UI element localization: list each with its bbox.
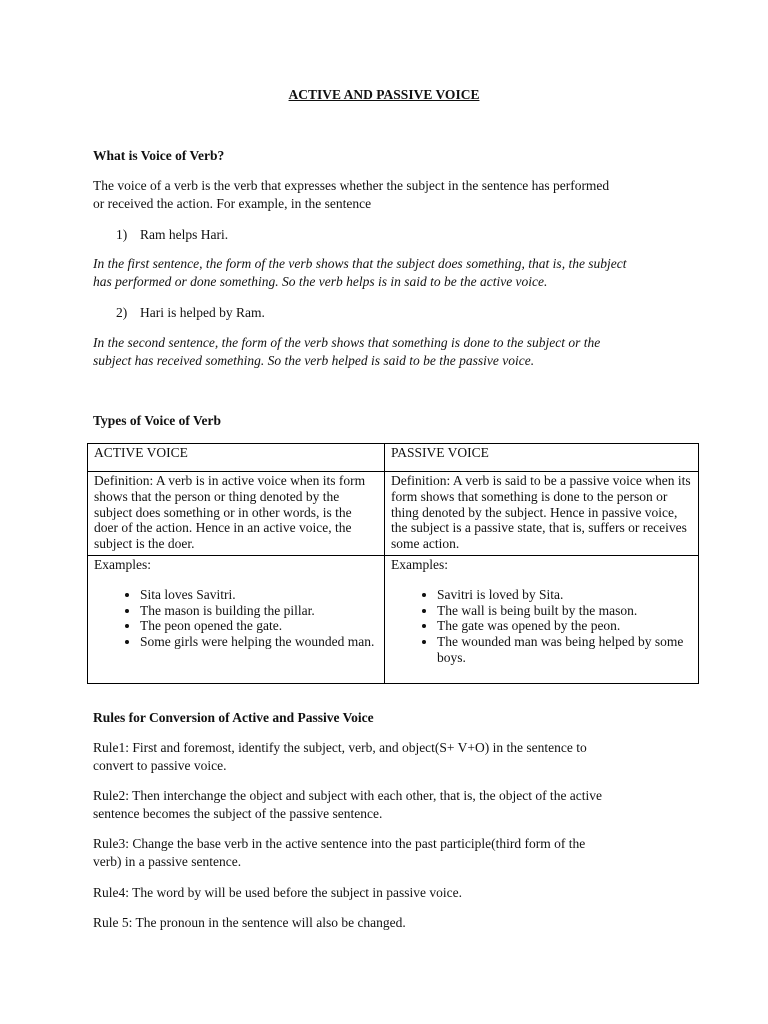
table-row [88, 555, 699, 683]
rule-line: convert to passive voice. [93, 758, 227, 773]
active-examples-list [94, 587, 378, 650]
example-item-2 [116, 304, 706, 322]
list-item: • The wounded man was being helped by some boys. [437, 634, 692, 666]
explanation-line: In the first sentence, the form of the verb shows that the subject does something, that is, the subject [93, 256, 627, 271]
list-item: • The peon opened the gate. [140, 618, 378, 634]
explanation-line: In the second sentence, the form of the verb shows that something is done to the subject or the [93, 335, 601, 350]
rule-5: Rule 5: The pronoun in the sentence will also be changed. [93, 915, 406, 930]
rule-1 [93, 739, 683, 775]
rule-line: sentence becomes the subject of the passive sentence. [93, 806, 383, 821]
table-header-active: ACTIVE VOICE [88, 444, 385, 472]
list-item: • Some girls were helping the wounded man. [140, 634, 378, 650]
example-text: Ram helps Hari. [140, 227, 229, 242]
voice-types-table [87, 443, 699, 684]
rule-line: Rule3: Change the base verb in the active sentence into the past participle(third form of the [93, 836, 586, 851]
example-text: Hari is helped by Ram. [140, 305, 265, 320]
example-item-1 [116, 226, 706, 244]
section-heading-voice: What is Voice of Verb? [93, 148, 225, 163]
explanation-paragraph-1 [93, 255, 683, 291]
intro-line: or received the action. For example, in the sentence [93, 196, 372, 211]
passive-definition: Definition: A verb is said to be a passive voice when its form shows that something is done to the person or thing denoted by the subject. Hence in passive voice, the subject is a passive state, that is, suffers or receives some action. [385, 472, 699, 556]
intro-line: The voice of a verb is the verb that expresses whether the subject in the sentence has performed [93, 178, 610, 193]
examples-label: Examples: [391, 556, 448, 572]
section-heading-rules: Rules for Conversion of Active and Passive Voice [93, 710, 374, 725]
table-header-passive: PASSIVE VOICE [385, 444, 699, 472]
active-definition: Definition: A verb is in active voice when its form shows that the person or thing denoted by the subject does something or in other words, is the doer of the action. Hence in an active voice, the subject is the doer. [88, 472, 385, 556]
table-row [88, 444, 699, 472]
list-item: • Sita loves Savitri. [140, 587, 378, 603]
intro-paragraph [93, 177, 683, 213]
example-number: 1) [116, 227, 128, 242]
list-item: • The mason is building the pillar. [140, 603, 378, 619]
rule-line: verb) in a passive sentence. [93, 854, 242, 869]
example-number: 2) [116, 305, 128, 320]
list-item: • The gate was opened by the peon. [437, 618, 692, 634]
section-heading-types: Types of Voice of Verb [93, 413, 222, 428]
explanation-paragraph-2 [93, 334, 683, 370]
list-item: • The wall is being built by the mason. [437, 603, 692, 619]
table-row [88, 472, 699, 556]
active-examples-cell [88, 555, 385, 683]
passive-examples-cell [385, 555, 699, 683]
explanation-line: has performed or done something. So the verb helps is in said to be the active voice. [93, 274, 548, 289]
passive-examples-list [391, 587, 692, 666]
explanation-line: subject has received something. So the verb helped is said to be the passive voice. [93, 353, 535, 368]
rule-4: Rule4: The word by will be used before the subject in passive voice. [93, 885, 463, 900]
rule-line: Rule1: First and foremost, identify the subject, verb, and object(S+ V+O) in the sentence to [93, 740, 587, 755]
page-title: ACTIVE AND PASSIVE VOICE [288, 87, 480, 102]
rule-2 [93, 787, 683, 823]
examples-label: Examples: [94, 556, 151, 572]
rule-line: Rule2: Then interchange the object and subject with each other, that is, the object of the active [93, 788, 603, 803]
list-item: • Savitri is loved by Sita. [437, 587, 692, 603]
rule-3 [93, 835, 683, 871]
